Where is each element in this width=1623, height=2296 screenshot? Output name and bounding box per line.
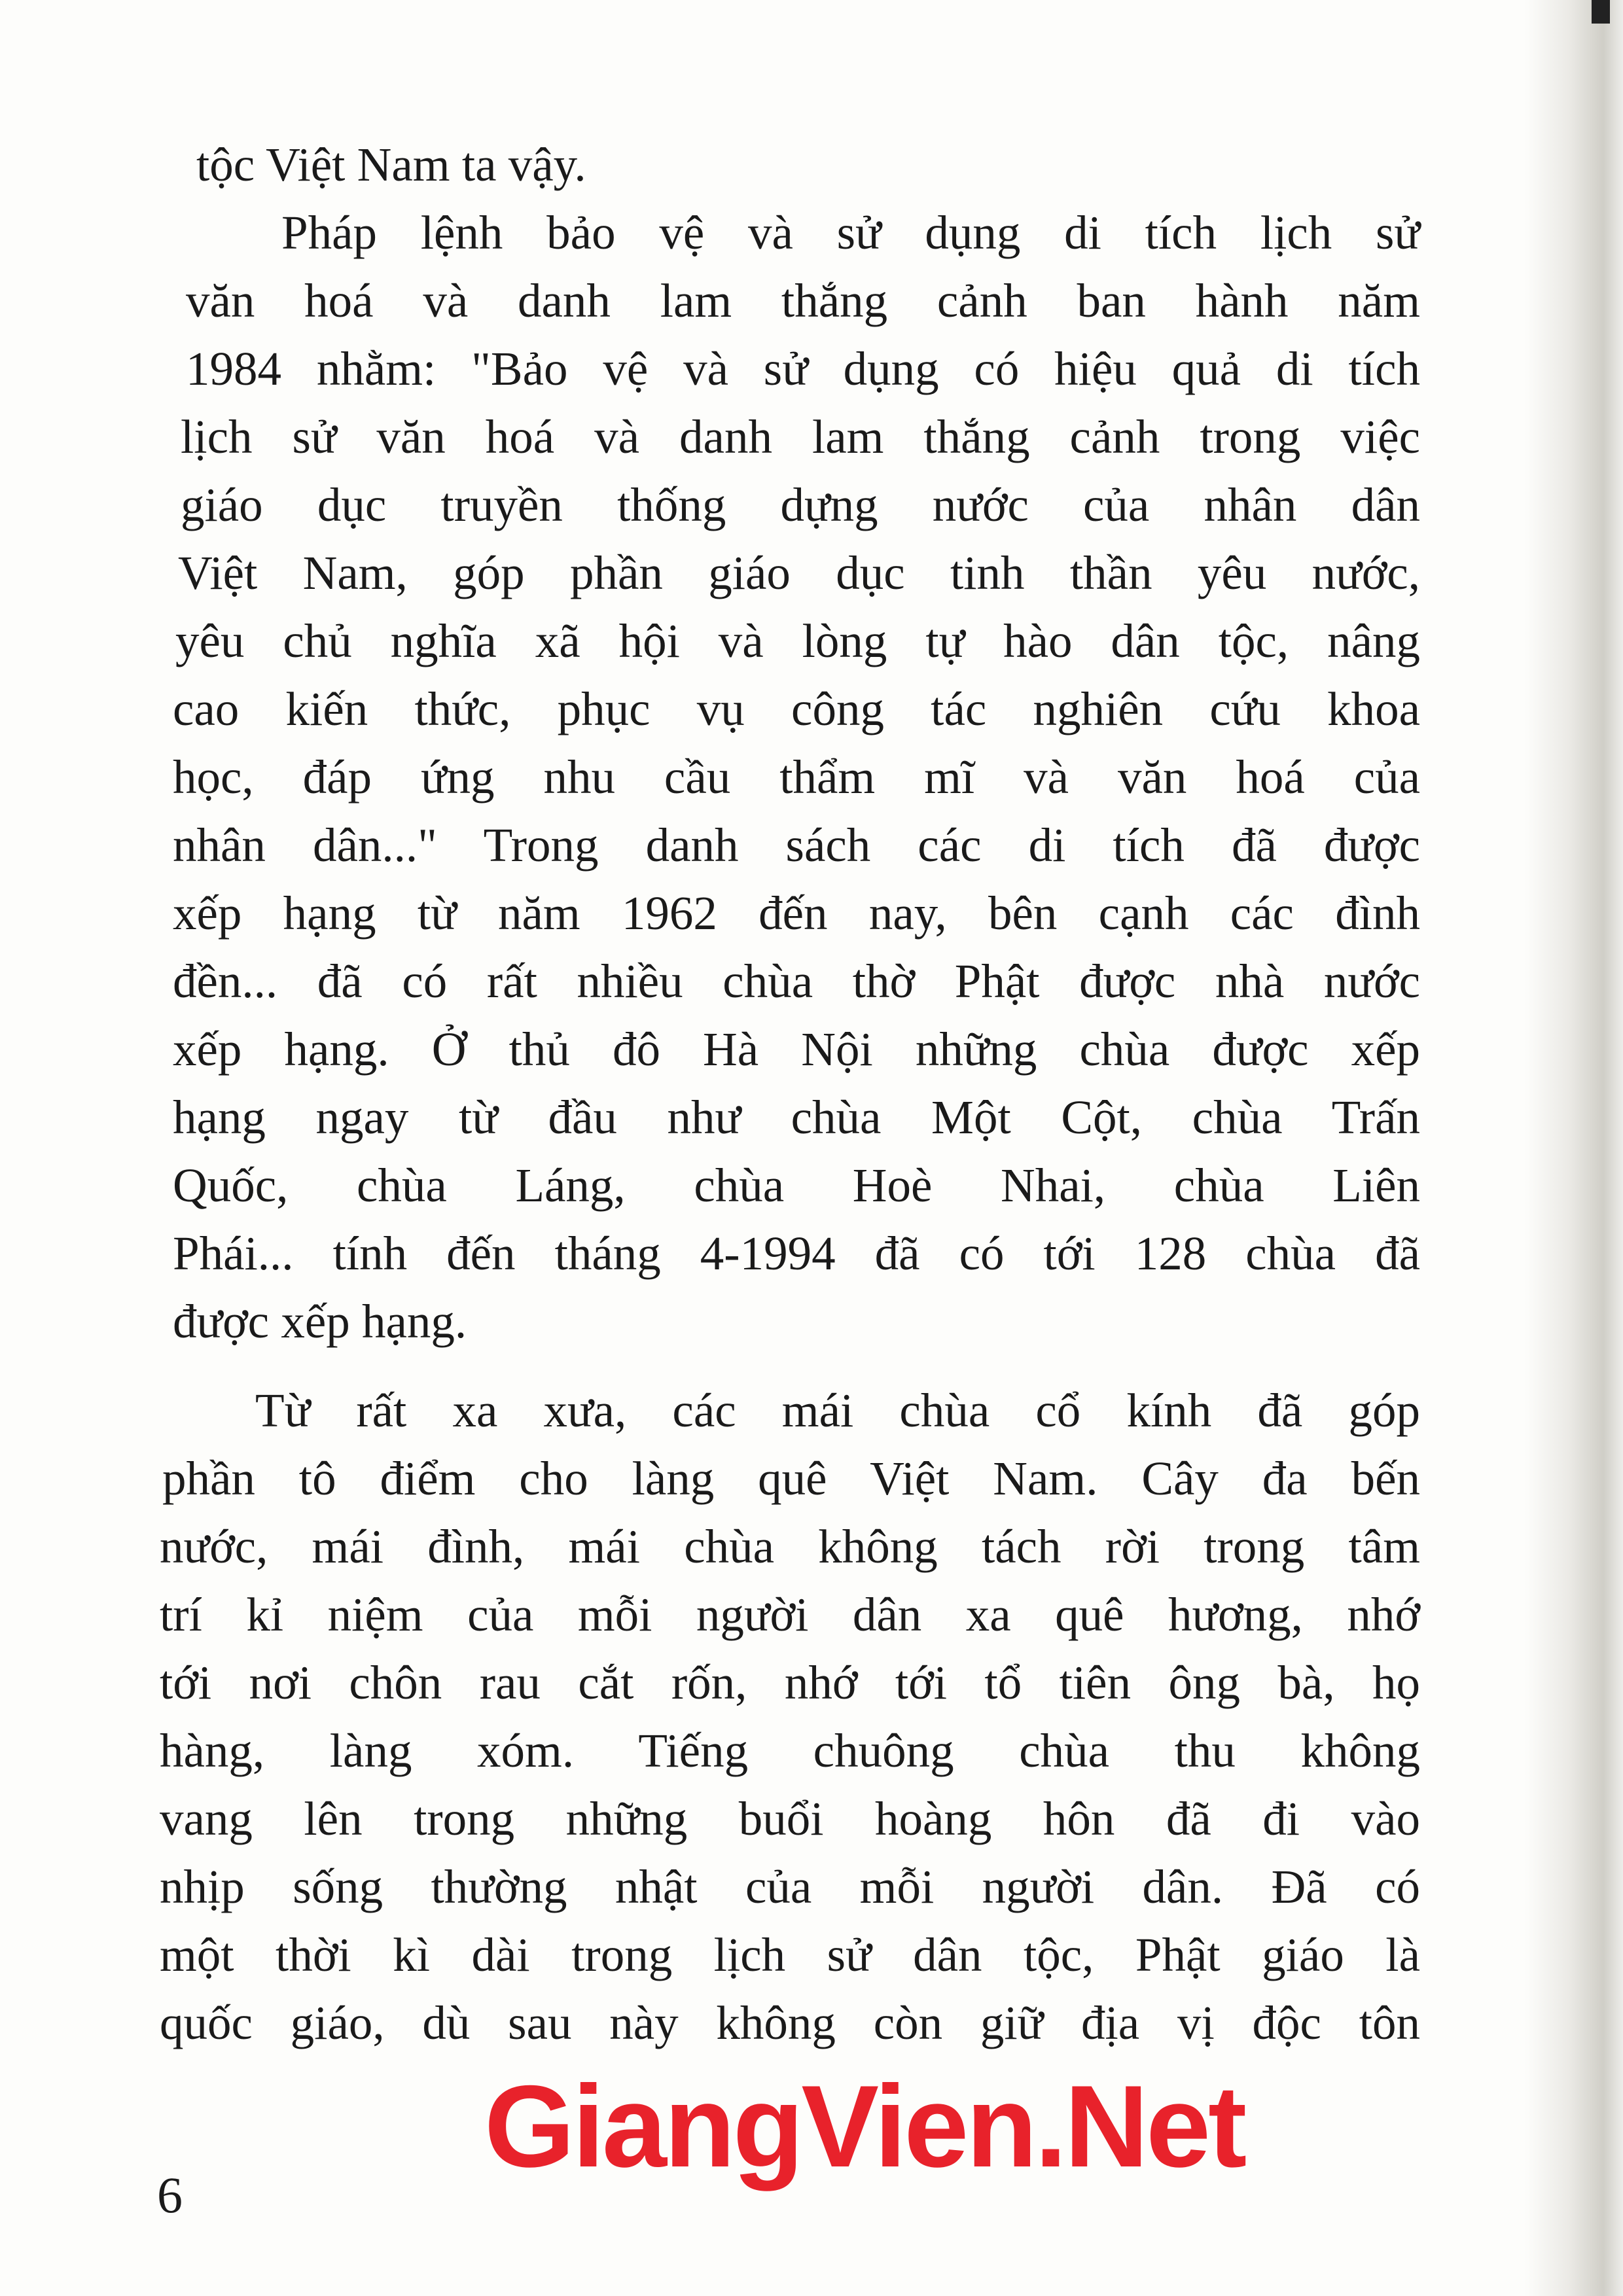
text-line: Quốc, chùa Láng, chùa Hoè Nhai, chùa Liên xyxy=(173,1159,1420,1212)
text-line: nước, mái đình, mái chùa không tách rời trong tâm xyxy=(160,1520,1420,1573)
text-line: xếp hạng. Ở thủ đô Hà Nội những chùa được xếp xyxy=(173,1023,1420,1076)
text-line: giáo dục truyền thống dựng nước của nhân dân xyxy=(181,478,1420,531)
body-text xyxy=(157,131,1420,2057)
text-line: nhịp sống thường nhật của mỗi người dân. Đã có xyxy=(160,1860,1420,1913)
text-line: vang lên trong những buổi hoàng hôn đã đi vào xyxy=(160,1792,1420,1845)
text-line: tộc Việt Nam ta vậy. xyxy=(196,138,586,191)
text-line: học, đáp ứng nhu cầu thẩm mĩ và văn hoá của xyxy=(173,751,1420,804)
text-line: phần tô điểm cho làng quê Việt Nam. Cây đa bến xyxy=(162,1452,1420,1505)
text-line: nhân dân..." Trong danh sách các di tích đã được xyxy=(173,819,1420,872)
text-line: 1984 nhằm: "Bảo vệ và sử dụng có hiệu quả di tích xyxy=(186,342,1420,395)
text-line: quốc giáo, dù sau này không còn giữ địa vị độc tôn xyxy=(160,1996,1420,2049)
page-number: 6 xyxy=(157,2166,183,2223)
watermark-logo: GiangVien.Net xyxy=(484,2061,1245,2191)
text-line: đền... đã có rất nhiều chùa thờ Phật được nhà nước xyxy=(173,955,1420,1008)
paragraph-gap xyxy=(157,1356,1420,1377)
paragraph xyxy=(157,1377,1420,2057)
text-line: văn hoá và danh lam thắng cảnh ban hành năm xyxy=(186,274,1420,327)
text-line: hạng ngay từ đầu như chùa Một Cột, chùa Trấn xyxy=(173,1091,1420,1144)
text-line: tới nơi chôn rau cắt rốn, nhớ tới tổ tiên ông bà, họ xyxy=(160,1656,1420,1709)
text-line: Từ rất xa xưa, các mái chùa cổ kính đã góp xyxy=(255,1384,1420,1437)
text-line: một thời kì dài trong lịch sử dân tộc, Phật giáo là xyxy=(160,1928,1420,1981)
text-line: xếp hạng từ năm 1962 đến nay, bên cạnh các đình xyxy=(173,887,1420,940)
corner-mark xyxy=(1592,0,1610,24)
paragraph xyxy=(157,199,1420,1356)
text-line: yêu chủ nghĩa xã hội và lòng tự hào dân tộc, nâng xyxy=(175,614,1420,667)
text-line: Phái... tính đến tháng 4-1994 đã có tới 128 chùa đã xyxy=(173,1227,1420,1280)
text-line: trí kỉ niệm của mỗi người dân xa quê hương, nhớ xyxy=(160,1588,1420,1641)
text-line: cao kiến thức, phục vụ công tác nghiên cứu khoa xyxy=(173,682,1420,735)
spine-shadow xyxy=(1525,0,1623,2296)
text-line: lịch sử văn hoá và danh lam thắng cảnh trong việc xyxy=(181,410,1420,463)
text-line: hàng, làng xóm. Tiếng chuông chùa thu không xyxy=(160,1724,1420,1777)
paragraph xyxy=(157,131,1420,199)
text-line: Pháp lệnh bảo vệ và sử dụng di tích lịch sử xyxy=(281,206,1420,259)
text-line: được xếp hạng. xyxy=(173,1295,467,1348)
text-line: Việt Nam, góp phần giáo dục tinh thần yêu nước, xyxy=(178,546,1420,599)
